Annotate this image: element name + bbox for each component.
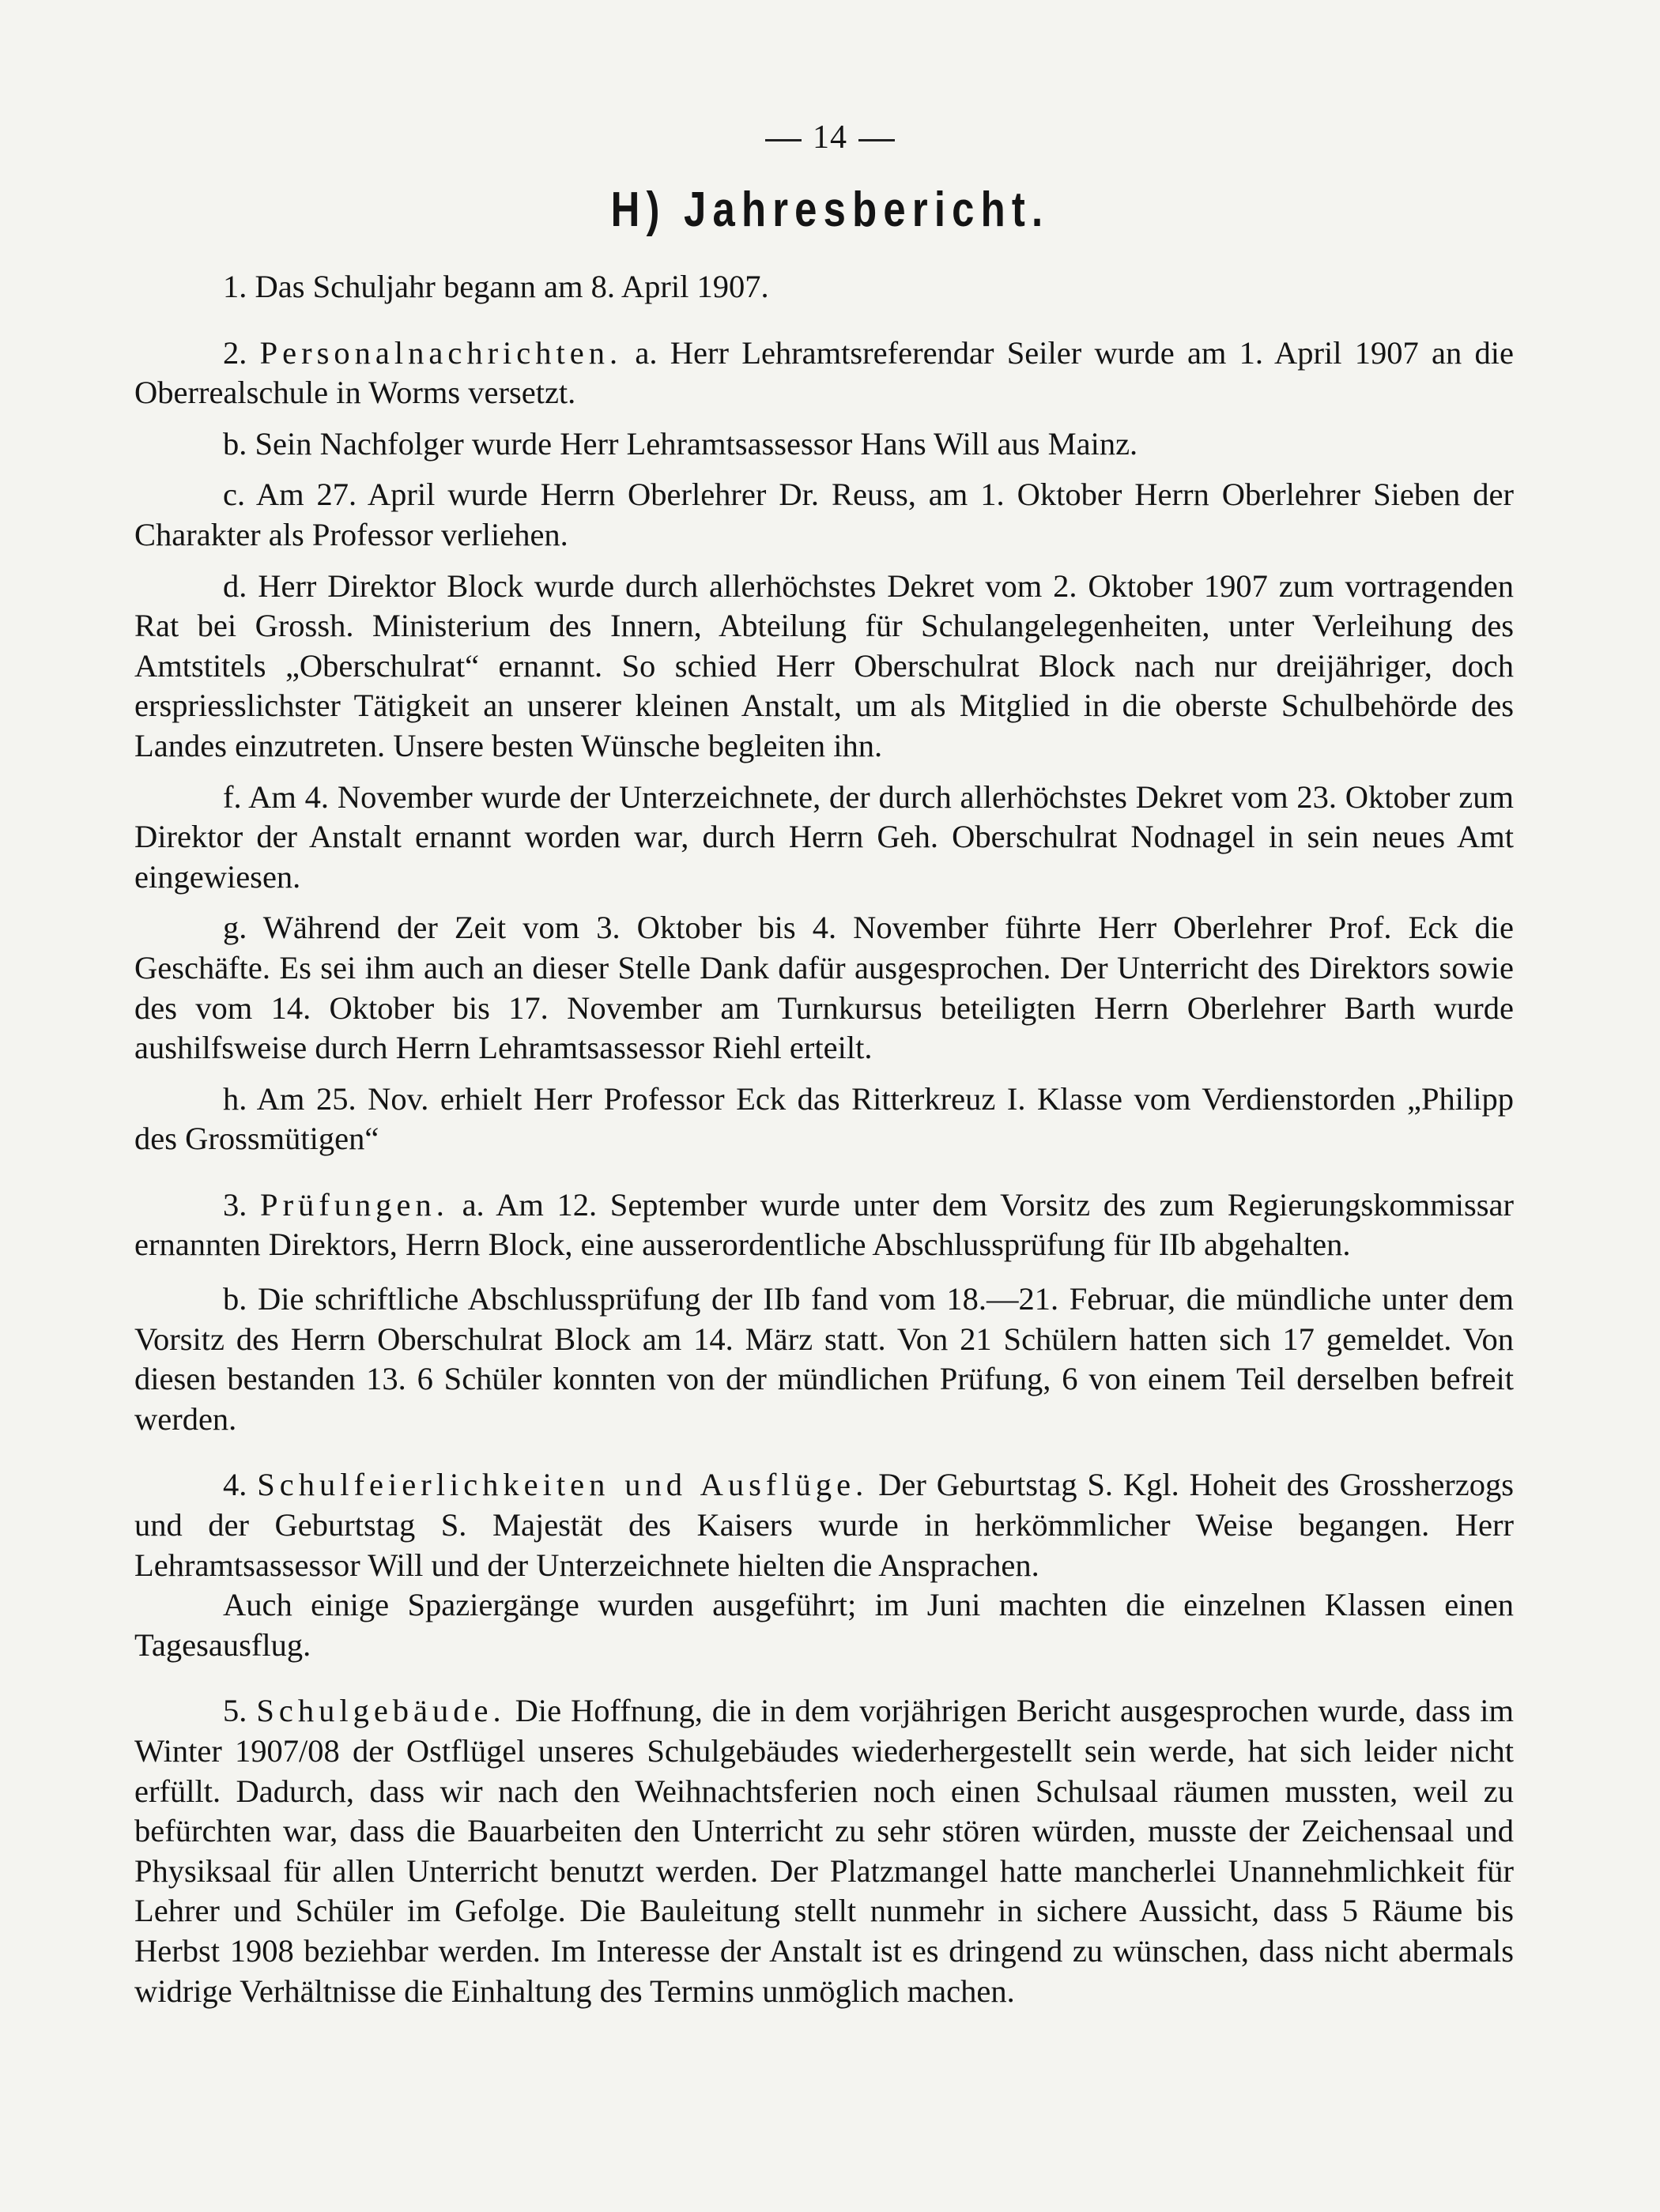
section-5-heading: Schulgebäude. <box>256 1693 506 1729</box>
section-4-paragraph-2: Auch einige Spaziergänge wurden ausgeführt; im Juni machten die einzelnen Klassen einen Tagesausflug. <box>134 1587 1514 1663</box>
section-2-heading: Personalnachrichten. <box>259 334 623 371</box>
section-2-paragraph-c: c. Am 27. April wurde Herrn Oberlehrer Dr. Reuss, am 1. Oktober Herrn Oberlehrer Sieben der Charakter als Professor verliehen. <box>134 477 1514 552</box>
section-3-paragraph-b: b. Die schriftliche Abschlussprüfung der IIb fand vom 18.—21. Februar, die mündliche unter dem Vorsitz des Herrn Oberschulrat Block am 14. März statt. Von 21 Schülern hatten sich 17 gemeldet. Von diesen bestanden 13. 6 Schüler konnten von der mündlichen Prüfung, 6 von einem Teil derselben befreit werden. <box>134 1281 1514 1437</box>
section-2-paragraph-f: f. Am 4. November wurde der Unterzeichnete, der durch allerhöchstes Dekret vom 23. Oktober zum Direktor der Anstalt ernannt worden war, durch Herrn Geh. Oberschulrat Nodnagel in sein neues Amt eingewiesen. <box>134 778 1514 895</box>
section-2-paragraph-a <box>134 333 1514 413</box>
page-title: H) Jahresbericht. <box>610 183 1050 237</box>
section-1-paragraph: 1. Das Schuljahr begann am 8. April 1907. <box>223 269 769 304</box>
section-2-paragraph-h: h. Am 25. Nov. erhielt Herr Professor Eck das Ritterkreuz I. Klasse vom Verdienstorden „Philipp des Grossmütigen“ <box>134 1080 1514 1157</box>
section-4-number: 4. <box>223 1467 247 1503</box>
section-3-number: 3. <box>223 1186 247 1223</box>
dash-left <box>765 139 802 141</box>
section-2-number: 2. <box>223 334 247 371</box>
section-2-paragraph-b: b. Sein Nachfolger wurde Herr Lehramtsassessor Hans Will aus Mainz. <box>223 425 1138 462</box>
section-3-paragraph-a <box>134 1185 1514 1265</box>
section-2-paragraph-g: g. Während der Zeit vom 3. Oktober bis 4. November führte Herr Oberlehrer Prof. Eck die Geschäfte. Es sei ihm auch an dieser Stelle Dank dafür ausgesprochen. Der Unterricht des Direktors sowie des vom 14. Oktober bis 17. November am Turnkursus beteiligten Herrn Oberlehrer Barth wurde aushilfsweise durch Herrn Lehramtsassessor Riehl erteilt. <box>134 910 1514 1066</box>
section-5-paragraph <box>134 1691 1514 2011</box>
page-number <box>0 119 1660 156</box>
section-3-heading: Prüfungen. <box>260 1186 449 1223</box>
report-body <box>134 267 1514 2011</box>
section-4-text: Der Geburtstag S. Kgl. Hoheit des Grossherzogs und der Geburtstag S. Majestät des Kaisers wurde in herkömmlicher Weise begangen. Herr Lehramtsassessor Will und der Unterzeichnete hielten die Ansprachen. <box>134 1467 1515 1583</box>
section-5-number: 5. <box>223 1693 247 1729</box>
section-5-text: Die Hoffnung, die in dem vorjährigen Bericht ausgesprochen wurde, dass im Winter 1907/08 der Ostflügel unseres Schulgebäudes wiederhergestellt sein werde, hat sich leider nicht erfüllt. Dadurch, dass wir nach den Weihnachtsferien noch einen Schulsaal räumen mussten, weil zu befürchten war, dass die Bauarbeiten den Unterricht zu sehr stören würden, musste der Zeichensaal und Physiksaal für allen Unterricht benutzt werden. Der Platzmangel hatte mancherlei Unannehmlichkeit für Lehrer und Schüler im Gefolge. Die Bauleitung stellt nunmehr in sichere Aussicht, dass 5 Räume bis Herbst 1908 beziehbar werden. Im Interesse der Anstalt ist es dringend zu wünschen, dass nicht abermals widrige Verhältnisse die Einhaltung des Termins unmöglich machen. <box>134 1693 1515 2009</box>
section-4-heading: Schulfeierlichkeiten und Ausflüge. <box>257 1467 869 1503</box>
section-3-a-text: a. Am 12. September wurde unter dem Vorsitz des zum Regierungskommissar ernannten Direktors, Herrn Block, eine ausserordentliche Abschlussprüfung für IIb abgehalten. <box>134 1186 1515 1263</box>
section-2-a-text: a. Herr Lehramtsreferendar Seiler wurde am 1. April 1907 an die Oberrealschule in Worms versetzt. <box>134 334 1515 411</box>
section-4-paragraph <box>134 1465 1514 1585</box>
dash-right <box>858 139 895 141</box>
page-number-text: 14 <box>813 119 847 156</box>
section-2-paragraph-d: d. Herr Direktor Block wurde durch allerhöchstes Dekret vom 2. Oktober 1907 zum vortragenden Rat bei Grossh. Ministerium des Innern, Abteilung für Schulangelegenheiten, unter Verleihung des Amtstitels „Oberschulrat“ ernannt. So schied Herr Oberschulrat Block nach nur dreijähriger, doch erspriesslichster Tätigkeit an unserer kleinen Anstalt, um als Mitglied in die oberste Schulbehörde des Landes einzutreten. Unsere besten Wünsche begleiten ihn. <box>134 567 1514 763</box>
